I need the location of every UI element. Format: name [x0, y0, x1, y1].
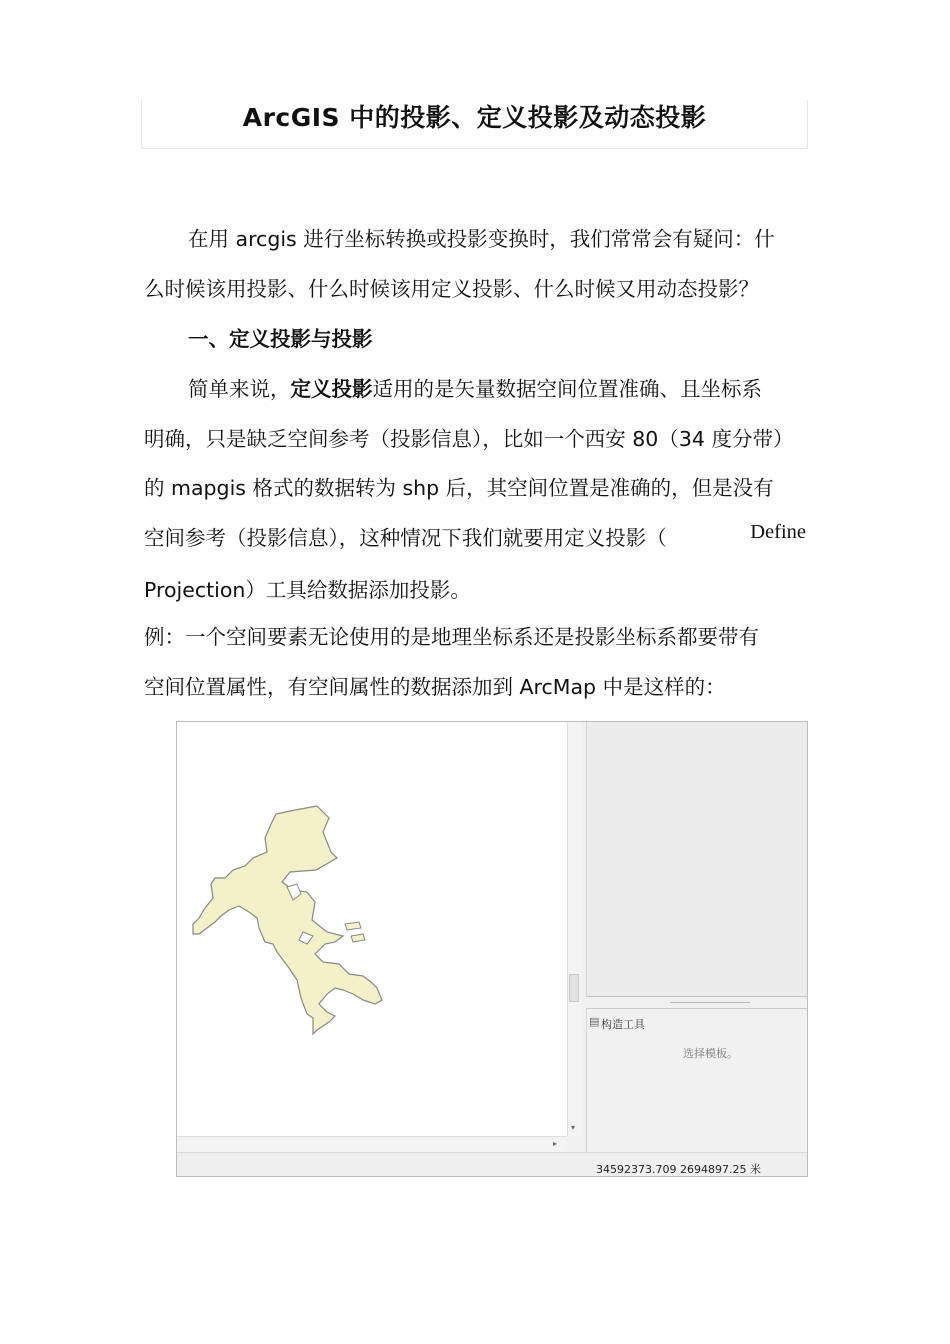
paragraph-2-line-1 [188, 372, 762, 402]
create-features-panel [586, 1008, 808, 1153]
scrollbar-thumb[interactable] [569, 974, 579, 1002]
paragraph-2-line-3: 的 mapgis 格式的数据转为 shp 后，其空间位置是准确的，但是没有 [144, 476, 774, 500]
feature-polygon [177, 722, 567, 1136]
paragraph-2-line-4 [144, 521, 806, 551]
define-word: Define [750, 521, 806, 543]
panel-title: 构造工具 [601, 1018, 645, 1031]
status-bar [177, 1152, 807, 1177]
coordinate-readout: 34592373.709 2694897.25 米 [596, 1163, 761, 1176]
panel-hint: 选择模板。 [683, 1047, 738, 1060]
paragraph-2-line-5: Projection）工具给数据添加投影。 [144, 578, 471, 602]
scroll-right-icon[interactable]: ▸ [553, 1139, 558, 1148]
document-edit-icon: ▤ [589, 1015, 600, 1028]
paragraph-2-line-2: 明确，只是缺乏空间参考（投影信息），比如一个西安 80（34 度分带） [144, 427, 794, 451]
paragraph-1-line-1: 在用 arcgis 进行坐标转换或投影变换时，我们常常会有疑问：什 [188, 227, 775, 251]
panel-splitter[interactable] [670, 1002, 750, 1003]
table-of-contents-panel [586, 722, 808, 997]
paragraph-2-lead: 简单来说， [188, 377, 291, 401]
paragraph-1-line-2: 么时候该用投影、什么时候该用定义投影、什么时候又用动态投影？ [144, 277, 759, 301]
paragraph-2-line-4-text: 空间参考（投影信息），这种情况下我们就要用定义投影（ [144, 526, 667, 550]
map-view[interactable] [177, 722, 567, 1136]
paragraph-3-line-2: 空间位置属性，有空间属性的数据添加到 ArcMap 中是这样的： [144, 675, 726, 699]
page-title: ArcGIS 中的投影、定义投影及动态投影 [242, 103, 707, 132]
scroll-down-icon[interactable]: ▾ [571, 1123, 576, 1132]
vertical-scrollbar[interactable] [567, 722, 581, 1136]
paragraph-2-rest: 适用的是矢量数据空间位置准确、且坐标系 [372, 377, 762, 401]
arcmap-screenshot [176, 721, 808, 1177]
paragraph-3-line-1: 例：一个空间要素无论使用的是地理坐标系还是投影坐标系都要带有 [144, 625, 759, 649]
define-projection-term: 定义投影 [290, 377, 373, 401]
horizontal-scrollbar[interactable] [177, 1136, 567, 1152]
section-heading: 一、定义投影与投影 [188, 327, 373, 351]
